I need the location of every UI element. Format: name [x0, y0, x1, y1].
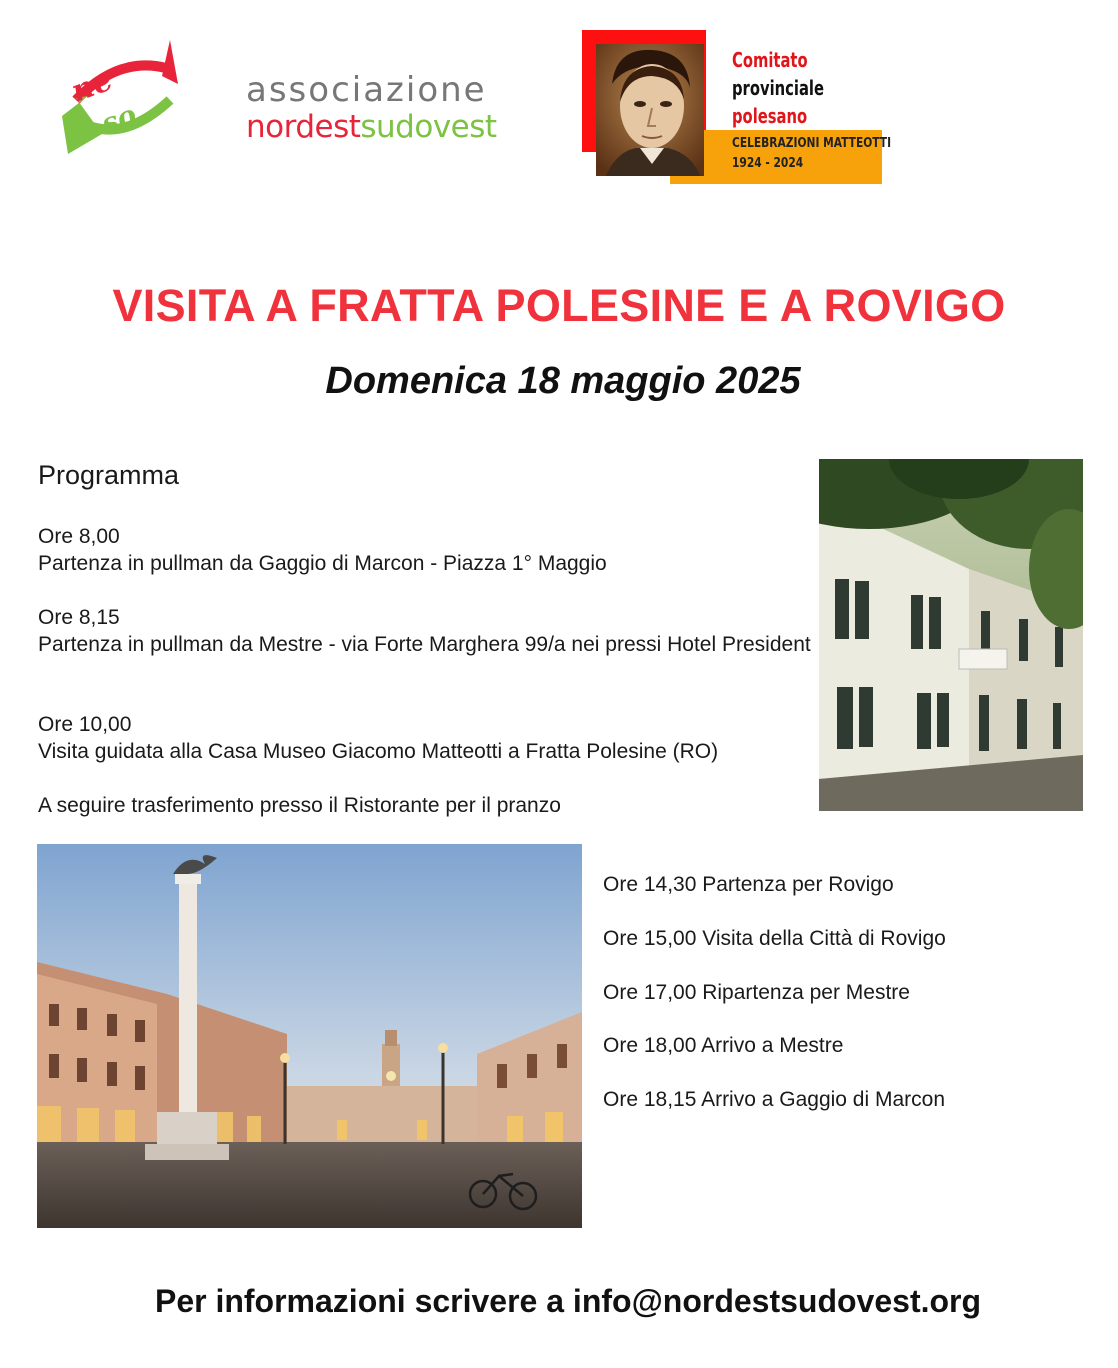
program-item [38, 711, 718, 765]
association-sud: sudovest [360, 109, 497, 145]
program-item-time: Ore 8,15 [38, 606, 120, 629]
program-item-text: Visita guidata alla Casa Museo Giacomo Matteotti a Fratta Polesine (RO) [38, 740, 719, 763]
committee-line2: provinciale [732, 76, 824, 100]
committee-line1: Comitato [732, 48, 808, 72]
association-logo [246, 72, 506, 152]
program-item-time: Ore 10,00 [38, 713, 132, 736]
matteotti-committee-logo [582, 30, 892, 186]
event-date: Domenica 18 maggio 2025 [325, 360, 801, 402]
program-heading: Programma [38, 460, 180, 490]
celebration-years: 1924 - 2024 [732, 156, 804, 171]
program-item-time: Ore 8,00 [38, 525, 120, 548]
schedule-item: Ore 14,30 Partenza per Rovigo [603, 873, 894, 896]
program-item [38, 604, 813, 658]
schedule-item: Ore 15,00 Visita della Città di Rovigo [603, 927, 946, 950]
program-item [38, 523, 607, 577]
celebration-text: CELEBRAZIONI MATTEOTTI [732, 136, 892, 151]
neso-logo-so: so [97, 97, 141, 141]
neso-logo [58, 38, 182, 158]
schedule-item: Ore 17,00 Ripartenza per Mestre [603, 981, 910, 1004]
matteotti-portrait [596, 44, 704, 176]
casa-museo-photo [819, 459, 1083, 811]
program-after-note: A seguire trasferimento presso il Ristorante per il pranzo [38, 794, 561, 817]
program-item-text: Partenza in pullman da Mestre - via Forte Marghera 99/a nei pressi Hotel President [38, 633, 811, 656]
schedule-item: Ore 18,15 Arrivo a Gaggio di Marcon [603, 1088, 946, 1111]
committee-title [732, 46, 824, 130]
association-name [246, 108, 506, 146]
association-nord: nordest [246, 109, 361, 145]
celebration-label [732, 134, 891, 174]
contact-footer: Per informazioni scrivere a info@nordestsudovest.org [154, 1283, 982, 1319]
committee-line3: polesano [732, 104, 808, 128]
neso-logo-ne: ne [66, 62, 118, 110]
program-item-text: Partenza in pullman da Gaggio di Marcon - Piazza 1° Maggio [38, 552, 607, 575]
association-word: associazione [246, 70, 487, 110]
schedule-item: Ore 18,00 Arrivo a Mestre [603, 1034, 844, 1057]
main-title: VISITA A FRATTA POLESINE E A ROVIGO [112, 280, 1006, 331]
rovigo-square-photo [37, 844, 582, 1228]
